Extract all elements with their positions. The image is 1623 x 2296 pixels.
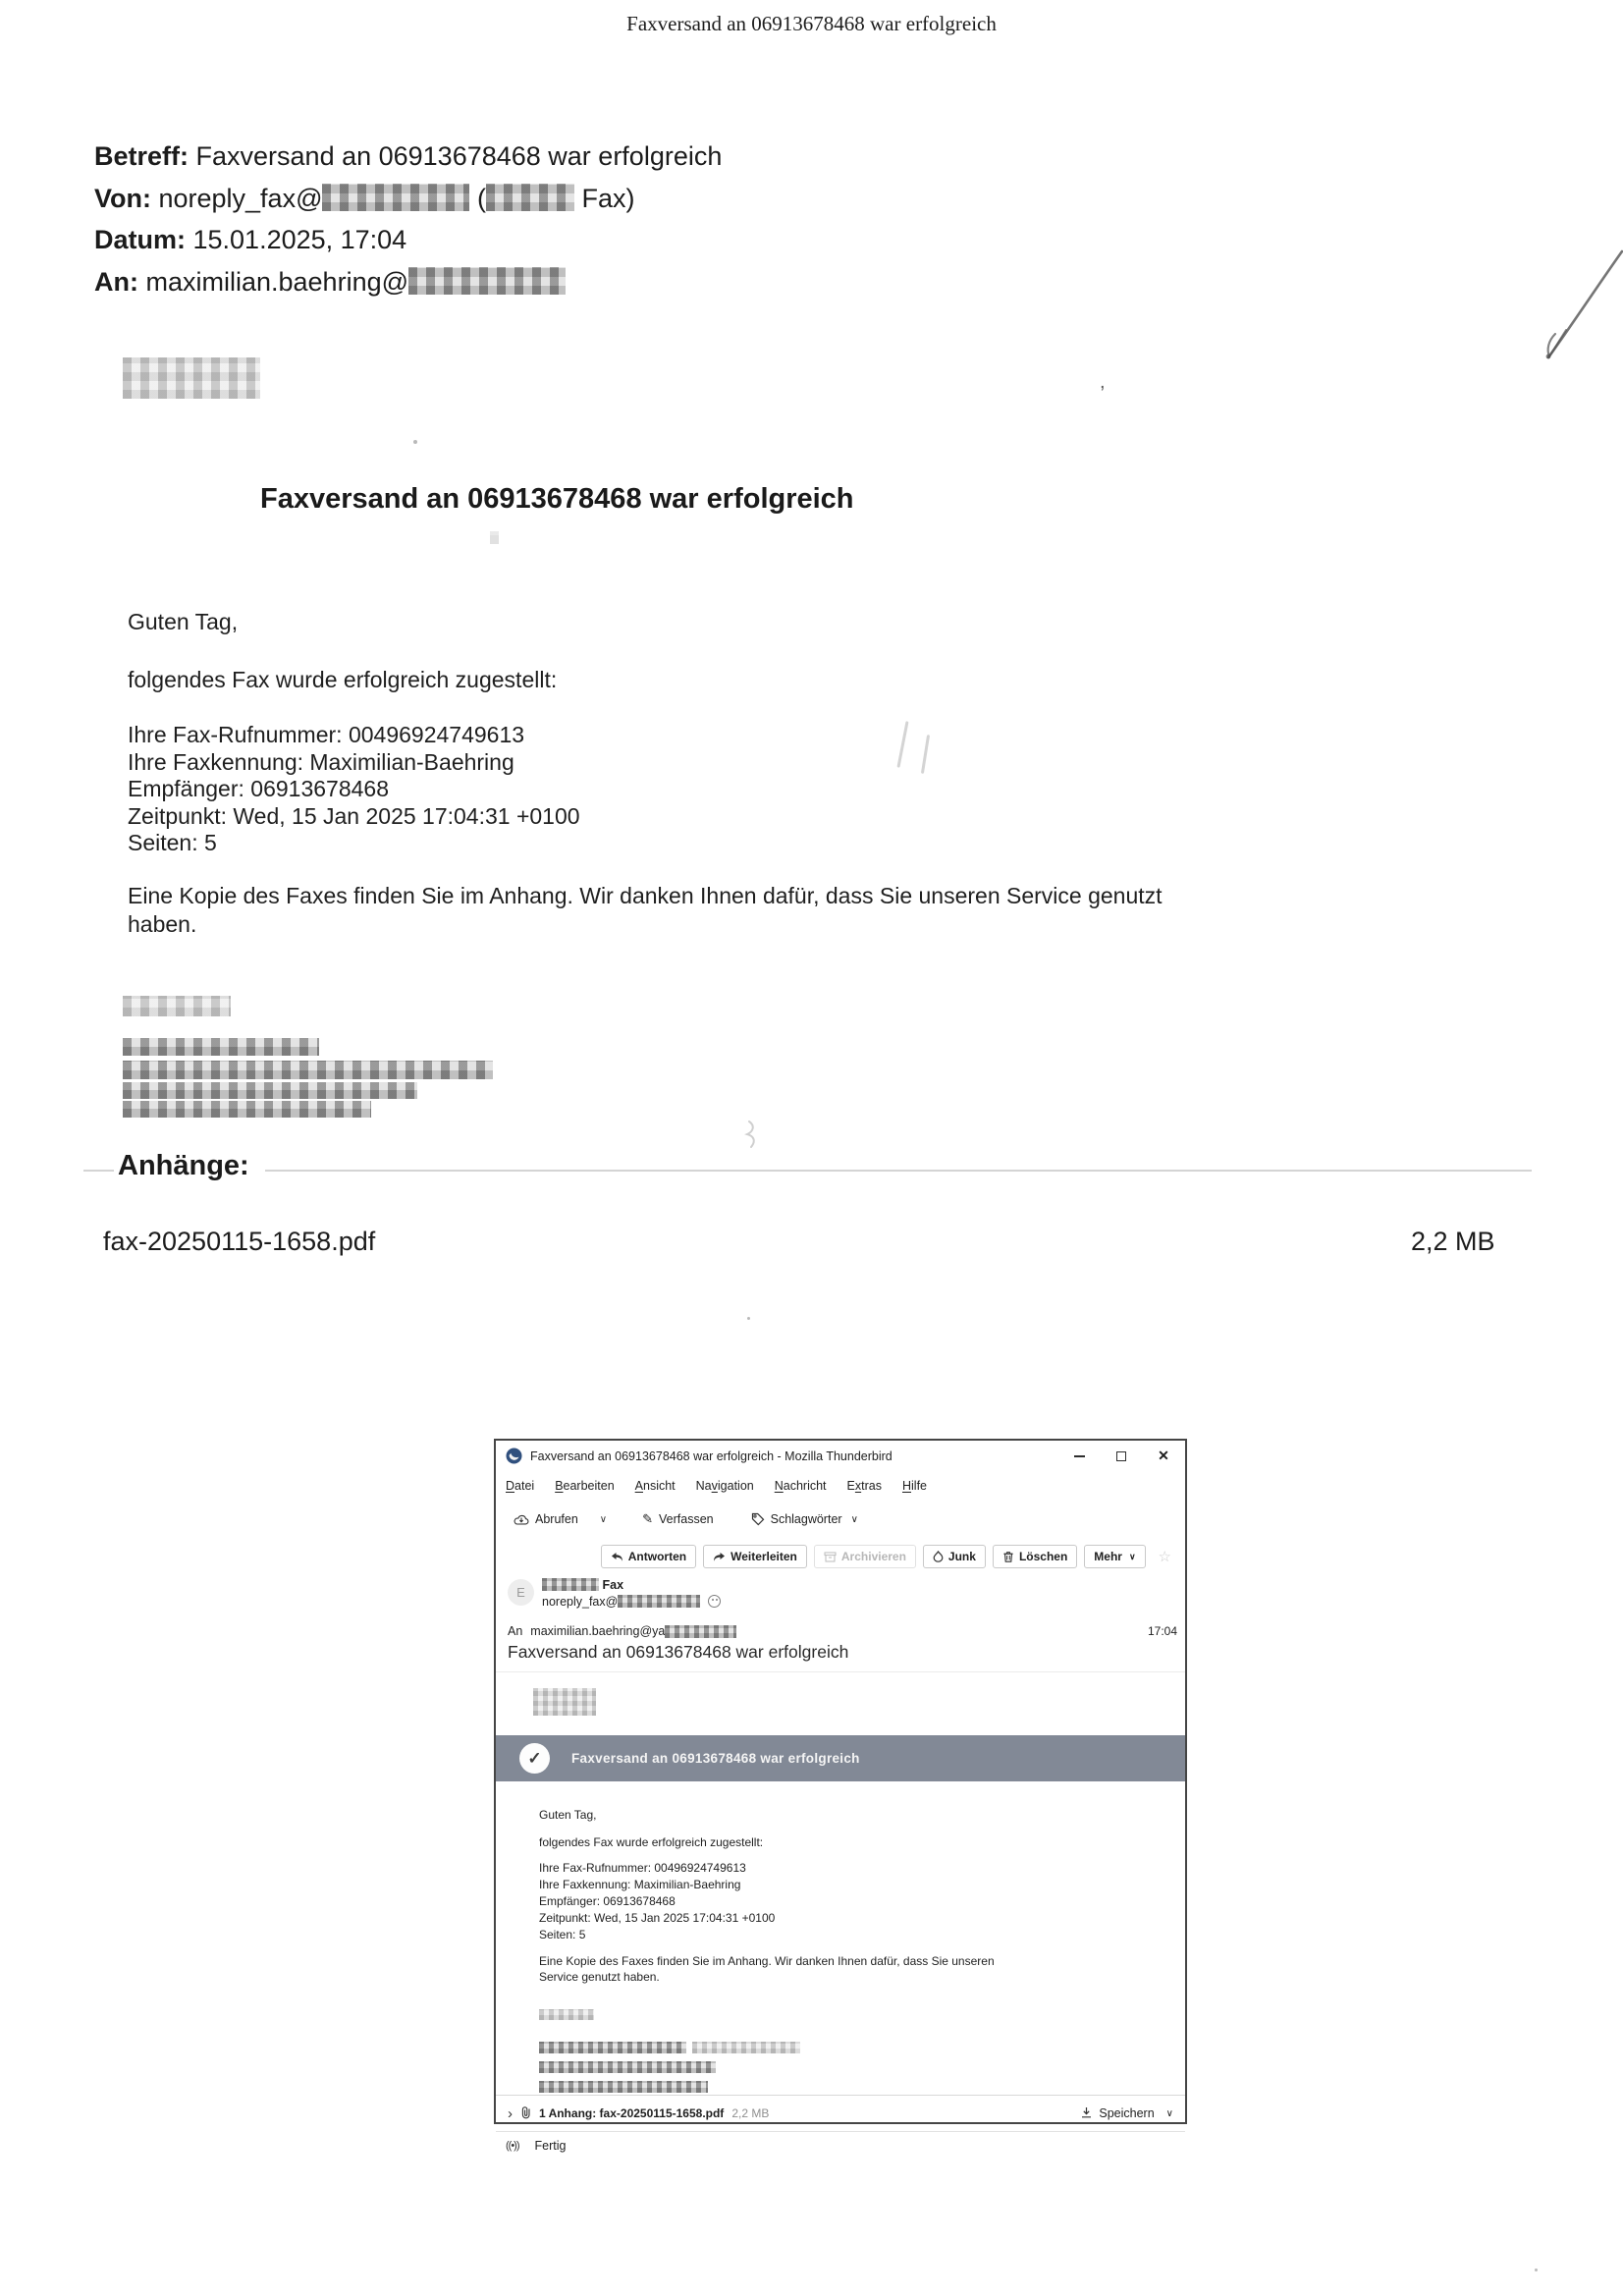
message-body-top: [496, 1672, 1185, 1735]
outro-line2: haben.: [128, 910, 197, 937]
toolbar: [496, 1500, 1185, 1539]
sender-badge-icon: [708, 1595, 721, 1608]
menu-mnemonic: H: [901, 1478, 912, 1493]
redacted-signature-row: [539, 2079, 1165, 2095]
detail-timestamp: Zeitpunkt: Wed, 15 Jan 2025 17:04:31 +0100: [128, 802, 580, 829]
junk-flame-icon: [933, 1551, 944, 1562]
attachment-label[interactable]: 1 Anhang: fax-20250115-1658.pdf: [539, 2106, 725, 2120]
scan-speck-dot: [413, 440, 417, 444]
spacer: [539, 1823, 1165, 1834]
success-banner: [496, 1735, 1185, 1781]
von-tail: Fax): [573, 183, 635, 213]
attachments-divider-line: [83, 1170, 1532, 1172]
message-time: 17:04: [1147, 1624, 1177, 1638]
detail-pages: Seiten: 5: [539, 1928, 586, 1941]
redacted-sender-domain: [322, 184, 469, 211]
schlagwoerter-label: Schlagwörter: [770, 1512, 842, 1526]
menu-text: ilfe: [911, 1478, 927, 1493]
menu-text: igation: [717, 1478, 754, 1493]
menu-navigation[interactable]: [696, 1479, 754, 1493]
menu-text: earbeiten: [563, 1478, 615, 1493]
network-status-icon: ((•)): [506, 2139, 519, 2152]
menu-text: Na: [695, 1478, 712, 1493]
attachments-section-label: Anhänge:: [114, 1150, 265, 1182]
greeting-text: Guten Tag,: [128, 609, 239, 634]
detail-recipient: Empfänger: 06913678468: [128, 776, 389, 802]
titlebar[interactable]: [496, 1441, 1185, 1471]
mehr-button[interactable]: [1084, 1545, 1145, 1568]
an-value: maximilian.baehring@: [137, 266, 409, 297]
trash-icon: [1002, 1551, 1014, 1562]
intro-text: folgendes Fax wurde erfolgreich zugestellt:: [128, 667, 558, 692]
redacted-signature-row: [539, 2059, 1165, 2075]
menu-mnemonic: v: [711, 1478, 718, 1493]
loeschen-button[interactable]: [993, 1545, 1077, 1568]
attachment-file-size: 2,2 MB: [1411, 1227, 1495, 1256]
antworten-button[interactable]: [601, 1545, 696, 1568]
detail-fax-number: Ihre Fax-Rufnummer: 00496924749613: [539, 1861, 746, 1875]
menu-bearbeiten[interactable]: [555, 1479, 614, 1493]
redacted-sender-name: [542, 1578, 599, 1591]
statusbar: [496, 2131, 1185, 2159]
menu-mnemonic: D: [506, 1478, 515, 1493]
redacted-signature-line: [123, 1082, 417, 1099]
detail-timestamp: Zeitpunkt: Wed, 15 Jan 2025 17:04:31 +0100: [539, 1911, 776, 1925]
detail-fax-id: Ihre Faxkennung: Maximilian-Baehring: [539, 1878, 741, 1891]
success-check-icon: ✓: [527, 1748, 542, 1768]
scan-smudge: [490, 531, 499, 544]
junk-label: Junk: [947, 1550, 976, 1563]
betreff-value: Faxversand an 06913678468 war erfolgreich: [189, 141, 723, 171]
paperclip-icon: [520, 2105, 531, 2122]
download-icon: [1080, 2106, 1093, 2121]
von-user: noreply_fax@: [150, 183, 323, 213]
message-body: [496, 1781, 1185, 2095]
sender-name-suffix: Fax: [602, 1578, 624, 1592]
attachment-file-name[interactable]: fax-20250115-1658.pdf: [103, 1227, 376, 1256]
email-header-block: [94, 136, 722, 302]
scan-speck-dot: [1535, 2269, 1538, 2271]
save-label: Speichern: [1099, 2106, 1155, 2120]
redacted-sender-email-domain: [618, 1595, 700, 1608]
pen-stroke-mark: [921, 735, 930, 774]
sender-block: [496, 1574, 1185, 1620]
greeting-text: Guten Tag,: [539, 1808, 597, 1822]
redacted-signature-line: [539, 2042, 686, 2053]
menu-text: nsicht: [643, 1478, 676, 1493]
spacer: [539, 2022, 1165, 2036]
betreff-label: Betreff:: [94, 141, 189, 171]
tag-icon: [751, 1512, 765, 1526]
sender-email-line: [542, 1594, 721, 1611]
window-controls: [1071, 1449, 1171, 1464]
verfassen-button[interactable]: [634, 1507, 722, 1531]
verfassen-label: Verfassen: [659, 1512, 714, 1526]
header-an-line: [94, 261, 722, 303]
datum-value: 15.01.2025, 17:04: [186, 225, 407, 254]
menu-text: achricht: [783, 1478, 827, 1493]
detail-recipient: Empfänger: 06913678468: [539, 1894, 676, 1908]
abrufen-dropdown[interactable]: ∨: [599, 1513, 608, 1525]
menu-extras[interactable]: [847, 1479, 882, 1493]
reply-arrow-icon: [611, 1552, 623, 1562]
message-actions-bar: [496, 1539, 1185, 1574]
thunderbird-window: [494, 1439, 1187, 2153]
pen-stroke-mark: [896, 721, 908, 768]
close-button[interactable]: ✕: [1158, 1448, 1169, 1463]
spacer: [539, 1943, 1165, 1953]
archivieren-button[interactable]: [814, 1545, 916, 1568]
pen-checkmark: [1540, 242, 1623, 361]
redacted-sender-name: [486, 184, 574, 211]
message-subject: Faxversand an 06913678468 war erfolgreich: [508, 1642, 849, 1662]
an-label: An:: [94, 266, 138, 297]
recipient-row: [496, 1620, 1185, 1642]
attachment-expander[interactable]: ›: [508, 2105, 513, 2122]
menu-hilfe[interactable]: [902, 1479, 927, 1493]
outro-line2: Service genutzt haben.: [539, 1970, 660, 1984]
abrufen-label: Abrufen: [535, 1512, 578, 1526]
menu-mnemonic: B: [555, 1478, 564, 1493]
save-dropdown-icon: ∨: [1165, 2107, 1173, 2119]
minimize-icon: [1074, 1455, 1085, 1457]
header-betreff-line: [94, 136, 722, 178]
redacted-signature-line: [123, 1061, 493, 1079]
spacer: [539, 1985, 1165, 2006]
compose-pencil-icon: ✎: [642, 1511, 654, 1526]
sender-email-prefix: noreply_fax@: [542, 1595, 619, 1609]
redacted-signature-name: [123, 996, 231, 1016]
redacted-signature-name: [539, 2009, 594, 2020]
scan-squiggle: [744, 1120, 760, 1151]
loeschen-label: Löschen: [1018, 1550, 1068, 1563]
antworten-label: Antworten: [627, 1550, 687, 1563]
detail-fax-number: Ihre Fax-Rufnummer: 00496924749613: [128, 722, 525, 747]
save-group[interactable]: [1080, 2106, 1173, 2121]
von-label: Von:: [94, 183, 151, 213]
intro-text: folgendes Fax wurde erfolgreich zugestellt:: [539, 1835, 764, 1849]
spacer: [539, 1850, 1165, 1860]
archivieren-label: Archivieren: [840, 1550, 906, 1563]
detail-pages: Seiten: 5: [128, 830, 217, 856]
redacted-recipient-email: [665, 1625, 736, 1638]
maximize-icon: [1116, 1451, 1126, 1461]
datum-label: Datum:: [94, 225, 186, 254]
menu-mnemonic: N: [774, 1478, 784, 1493]
window-title: Faxversand an 06913678468 war erfolgreich - Mozilla Thunderbird: [530, 1449, 893, 1463]
attachment-bar: [496, 2095, 1185, 2131]
menu-mnemonic: x: [854, 1478, 862, 1493]
print-page-header: Faxversand an 06913678468 war erfolgreich: [626, 12, 997, 35]
menu-text: E: [846, 1478, 855, 1493]
to-email-prefix: maximilian.baehring@ya: [530, 1624, 666, 1638]
get-messages-cloud-icon: [514, 1513, 529, 1526]
outro-line1: Eine Kopie des Faxes finden Sie im Anhang. Wir danken Ihnen dafür, dass Sie unseren: [539, 1954, 995, 1968]
success-circle: [519, 1743, 550, 1774]
fax-details-block: [128, 722, 580, 857]
fax-details-block: [539, 1860, 1165, 1943]
abrufen-button[interactable]: [506, 1508, 586, 1530]
maximize-button[interactable]: [1113, 1449, 1129, 1464]
redacted-signature-line: [123, 1038, 319, 1056]
minimize-button[interactable]: [1071, 1449, 1087, 1464]
menu-text: tras: [861, 1478, 882, 1493]
redacted-signature-line: [539, 2061, 716, 2073]
detail-fax-id: Ihre Faxkennung: Maximilian-Baehring: [128, 748, 514, 775]
outro-text: [128, 882, 1163, 938]
menubar: [496, 1471, 1185, 1500]
menu-ansicht[interactable]: [635, 1479, 676, 1493]
attachment-size: 2,2 MB: [731, 2106, 770, 2120]
mehr-dropdown-icon: ∨: [1128, 1551, 1136, 1561]
sender-avatar: E: [508, 1579, 534, 1606]
schlagwoerter-button[interactable]: [743, 1508, 866, 1530]
outro-line1: Eine Kopie des Faxes finden Sie im Anhang. Wir danken Ihnen dafür, dass Sie unseren Service genutzt: [128, 883, 1163, 908]
menu-datei[interactable]: [506, 1479, 534, 1493]
sender-info: [542, 1577, 721, 1611]
message-heading: Faxversand an 06913678468 war erfolgreich: [260, 483, 854, 515]
scan-speck-comma: ,: [1100, 371, 1106, 393]
header-von-line: [94, 178, 722, 220]
redacted-signature-line: [539, 2081, 708, 2093]
to-label: An: [508, 1624, 523, 1638]
star-message-icon[interactable]: ☆: [1158, 1549, 1171, 1565]
header-datum-line: [94, 219, 722, 261]
menu-text: atei: [514, 1478, 535, 1493]
redacted-provider-logo: [123, 357, 260, 399]
scan-speck-dot: [747, 1317, 750, 1320]
menu-mnemonic: A: [634, 1478, 643, 1493]
sender-name-line: [542, 1577, 721, 1594]
redacted-signature-line: [123, 1101, 371, 1118]
status-text: Fertig: [534, 2138, 567, 2153]
junk-button[interactable]: [923, 1545, 986, 1568]
schlagwoerter-dropdown-icon: ∨: [850, 1513, 858, 1525]
archive-box-icon: [824, 1552, 837, 1562]
redacted-recipient-domain: [408, 267, 566, 295]
weiterleiten-button[interactable]: [703, 1545, 807, 1568]
banner-text: Faxversand an 06913678468 war erfolgreich: [571, 1751, 860, 1766]
redacted-signature-row: [539, 2040, 1165, 2055]
mehr-label: Mehr: [1094, 1550, 1122, 1563]
redacted-signature-line: [692, 2042, 800, 2053]
menu-nachricht[interactable]: [775, 1479, 827, 1493]
von-mid: (: [469, 183, 486, 213]
weiterleiten-label: Weiterleiten: [730, 1550, 797, 1563]
thunderbird-app-icon: [506, 1448, 522, 1464]
forward-arrow-icon: [713, 1552, 726, 1562]
redacted-provider-logo: [533, 1688, 596, 1716]
